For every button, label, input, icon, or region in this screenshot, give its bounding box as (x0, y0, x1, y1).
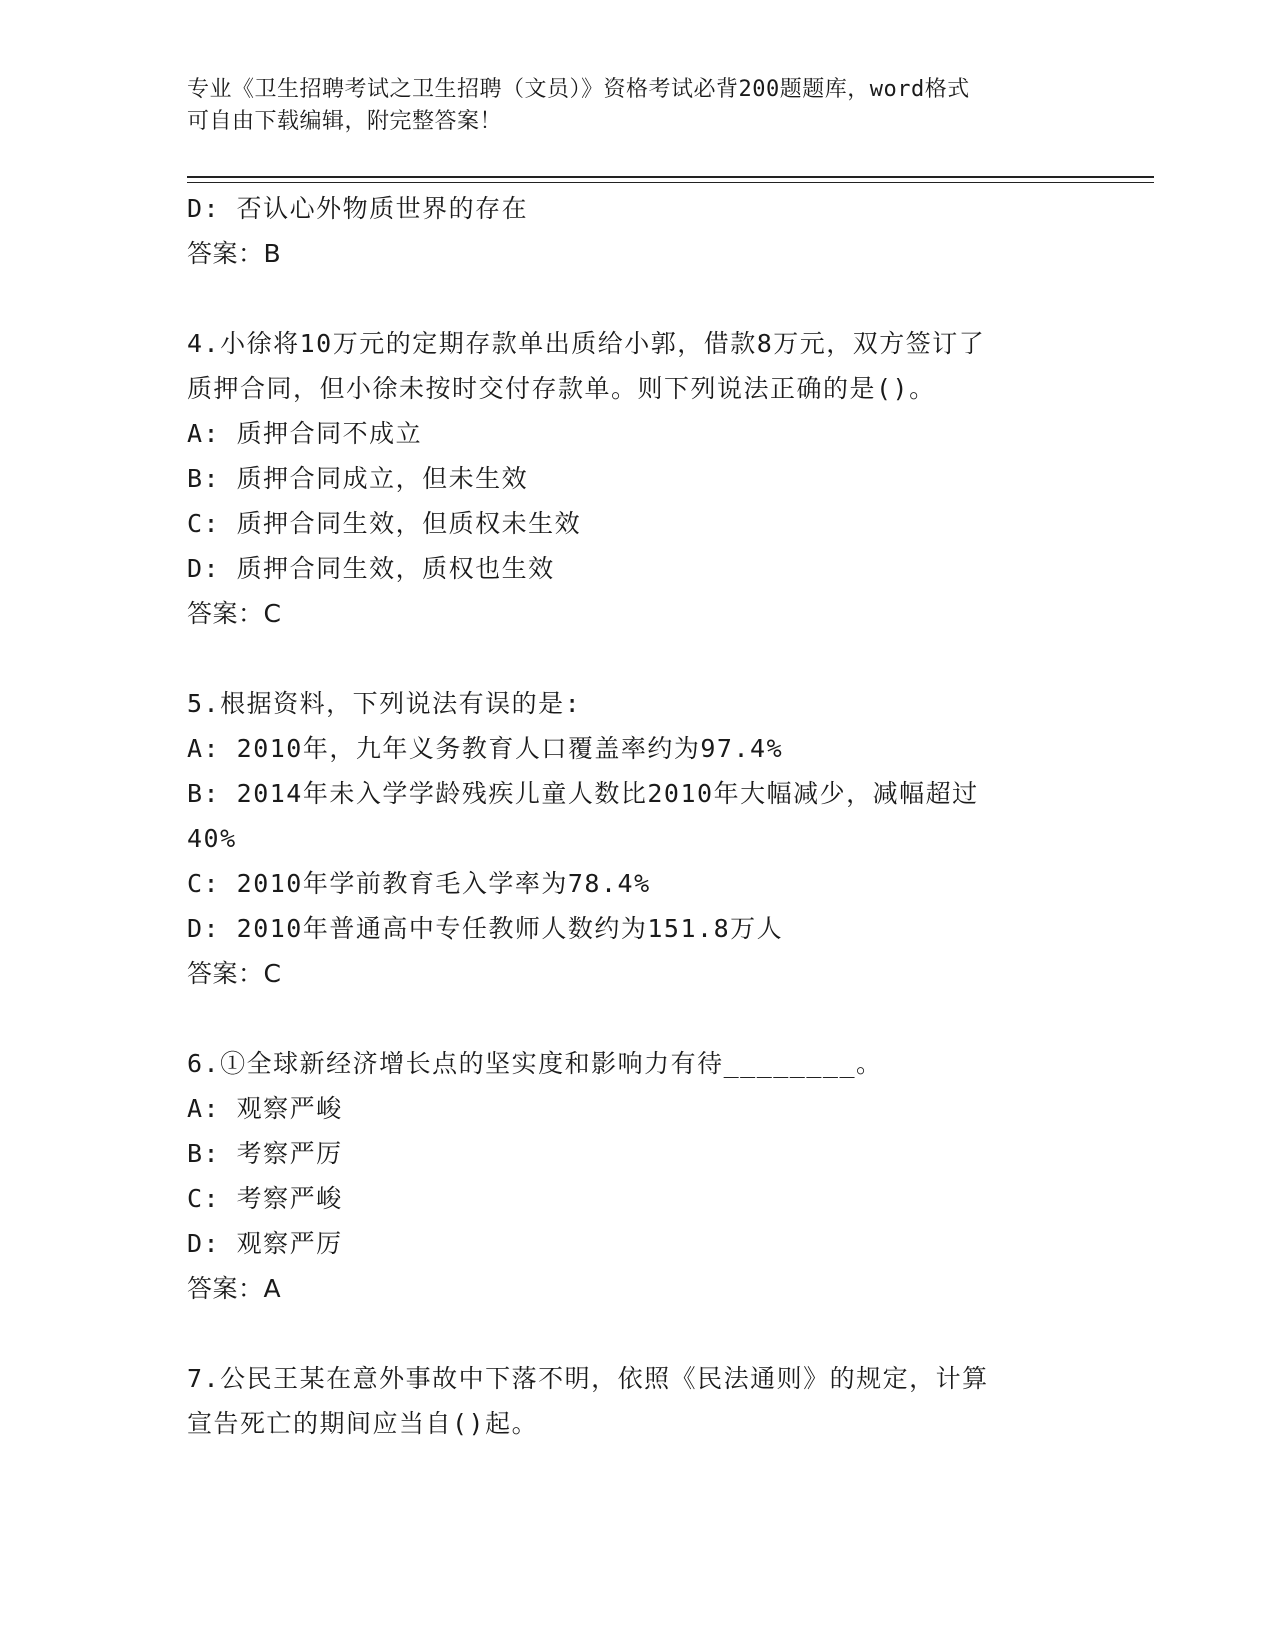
question-block-4 (187, 321, 1087, 636)
spacer (187, 1311, 1087, 1356)
question-list (187, 186, 1087, 1446)
header-title-line-1: 专业《卫生招聘考试之卫生招聘（文员）》资格考试必背200题题库，word格式 (187, 77, 970, 102)
option-b: B: 考察严厉 (187, 1139, 343, 1168)
option-a: A: 观察严峻 (187, 1094, 343, 1123)
option-d: D: 否认心外物质世界的存在 (187, 194, 529, 223)
option-c: C: 2010年学前教育毛入学率为78.4% (187, 869, 651, 898)
option-d: D: 观察严厉 (187, 1229, 343, 1258)
answer-text: 答案：C (187, 599, 282, 628)
spacer (187, 996, 1087, 1041)
header-divider-thin (187, 182, 1154, 183)
option-d: D: 2010年普通高中专任教师人数约为151.8万人 (187, 914, 784, 943)
question-block-prev (187, 186, 1087, 276)
question-stem-line-1: 7.公民王某在意外事故中下落不明，依照《民法通则》的规定，计算 (187, 1364, 989, 1393)
question-block-5 (187, 681, 1087, 996)
question-stem: 6.①全球新经济增长点的坚实度和影响力有待________。 (187, 1049, 883, 1078)
question-stem-line-2: 宣告死亡的期间应当自()起。 (187, 1409, 539, 1438)
question-stem-line-1: 4.小徐将10万元的定期存款单出质给小郭，借款8万元，双方签订了 (187, 329, 986, 358)
answer-text: 答案：B (187, 239, 282, 268)
option-c: C: 质押合同生效，但质权未生效 (187, 509, 582, 538)
question-stem: 5.根据资料，下列说法有误的是: (187, 689, 582, 718)
header-divider-thick (187, 176, 1154, 178)
answer-text: 答案：C (187, 959, 282, 988)
option-b: B: 质押合同成立，但未生效 (187, 464, 529, 493)
option-c: C: 考察严峻 (187, 1184, 343, 1213)
option-b-line-2: 40% (187, 824, 237, 853)
option-b-line-1: B: 2014年未入学学龄残疾儿童人数比2010年大幅减少，减幅超过 (187, 779, 979, 808)
option-a: A: 2010年，九年义务教育人口覆盖率约为97.4% (187, 734, 784, 763)
question-block-7 (187, 1356, 1087, 1446)
question-block-6 (187, 1041, 1087, 1311)
spacer (187, 276, 1087, 321)
question-stem-line-2: 质押合同，但小徐未按时交付存款单。则下列说法正确的是()。 (187, 374, 936, 403)
option-d: D: 质押合同生效，质权也生效 (187, 554, 555, 583)
header-title-line-2: 可自由下载编辑，附完整答案！ (187, 109, 503, 134)
answer-text: 答案：A (187, 1274, 282, 1303)
spacer (187, 636, 1087, 681)
document-header (187, 74, 1087, 138)
option-a: A: 质押合同不成立 (187, 419, 423, 448)
